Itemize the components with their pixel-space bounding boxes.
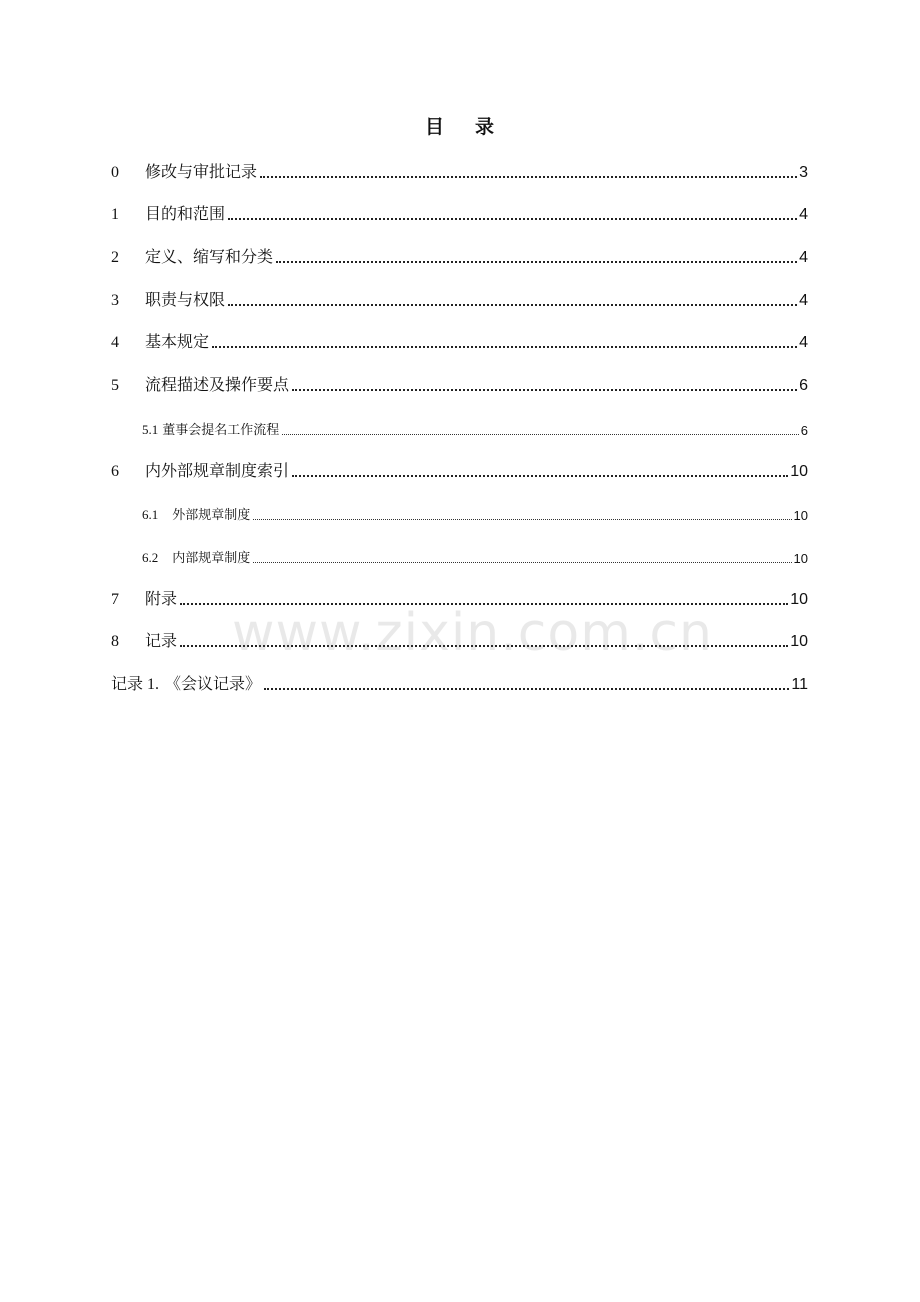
watermark: www.zixin.com.cn: [232, 603, 713, 663]
toc-leader-dots: [282, 434, 799, 435]
toc-leader-dots: [180, 603, 788, 605]
toc-entry-page: 10: [790, 633, 808, 651]
toc-entry[interactable]: [111, 231, 808, 274]
toc-leader-dots: [292, 475, 788, 477]
toc-entry-label: 定义、缩写和分类: [145, 247, 274, 267]
toc-entry-label: 目的和范围: [145, 204, 226, 224]
toc-entry[interactable]: [111, 317, 808, 360]
toc-entry[interactable]: [111, 616, 808, 659]
toc-entry-label: 职责与权限: [145, 289, 226, 309]
toc-entry-label: 流程描述及操作要点: [145, 375, 290, 395]
toc-entry-number: 7: [111, 590, 119, 608]
toc-entry-label: 基本规定: [145, 332, 210, 352]
toc-entry-number: 1: [111, 206, 119, 224]
toc-entry-label: 董事会提名工作流程: [162, 422, 280, 438]
toc-title: 目 录: [424, 116, 496, 138]
toc-subentry[interactable]: [111, 402, 808, 445]
toc-entry-number: 6: [111, 462, 119, 480]
toc-leader-dots: [260, 176, 797, 178]
toc-entry-page: 6: [800, 422, 808, 438]
toc-entry-number: 6.1: [142, 507, 159, 523]
toc-leader-dots: [180, 645, 788, 647]
toc-entry[interactable]: [111, 274, 808, 317]
toc-leader-dots: [276, 261, 797, 263]
toc-entry-page: 4: [799, 291, 808, 309]
toc-entry[interactable]: [111, 573, 808, 616]
toc-entry-page: 4: [799, 206, 808, 224]
toc-entry-page: 10: [793, 508, 808, 524]
toc-entry-label: 记录: [145, 631, 178, 651]
toc-entry-number: 6.2: [142, 549, 159, 565]
toc-subentry[interactable]: [111, 530, 808, 573]
toc-entry-page: 4: [799, 249, 808, 267]
toc-entry-page: 11: [791, 675, 808, 693]
toc-leader-dots: [228, 218, 797, 220]
toc-entry-number: 记录 1.: [111, 675, 160, 693]
toc-leader-dots: [292, 389, 797, 391]
toc-entry-number: 8: [111, 633, 119, 651]
toc-leader-dots: [264, 688, 789, 690]
toc-entry-label: 《会议记录》: [165, 673, 262, 693]
toc-leader-dots: [253, 519, 791, 520]
toc-entry-number: 0: [111, 163, 119, 181]
toc-leader-dots: [228, 304, 797, 306]
toc-entry[interactable]: [111, 189, 808, 232]
toc-entry-label: 附录: [145, 588, 178, 608]
toc-entry-label: 内外部规章制度索引: [145, 460, 290, 480]
toc-entry-page: 10: [790, 590, 808, 608]
toc-leader-dots: [212, 346, 797, 348]
toc-entry-label: 外部规章制度: [172, 508, 251, 524]
toc-entry[interactable]: [111, 445, 808, 488]
toc-entry-page: 10: [793, 550, 808, 566]
toc-entry-label: 修改与审批记录: [145, 161, 258, 181]
toc-entry-page: 10: [790, 462, 808, 480]
table-of-contents: [111, 146, 808, 701]
toc-entry-label: 内部规章制度: [172, 550, 251, 566]
toc-entry-number: 2: [111, 249, 119, 267]
toc-entry-number: 4: [111, 334, 119, 352]
toc-entry-number: 3: [111, 291, 119, 309]
toc-entry-page: 4: [799, 334, 808, 352]
toc-entry-page: 6: [799, 377, 808, 395]
toc-entry[interactable]: [111, 658, 808, 701]
toc-leader-dots: [253, 562, 791, 563]
toc-entry[interactable]: [111, 146, 808, 189]
toc-subentry[interactable]: [111, 488, 808, 531]
toc-entry-number: 5.1: [142, 421, 159, 437]
toc-entry-number: 5: [111, 377, 119, 395]
toc-entry-page: 3: [799, 163, 808, 181]
toc-entry[interactable]: [111, 359, 808, 402]
